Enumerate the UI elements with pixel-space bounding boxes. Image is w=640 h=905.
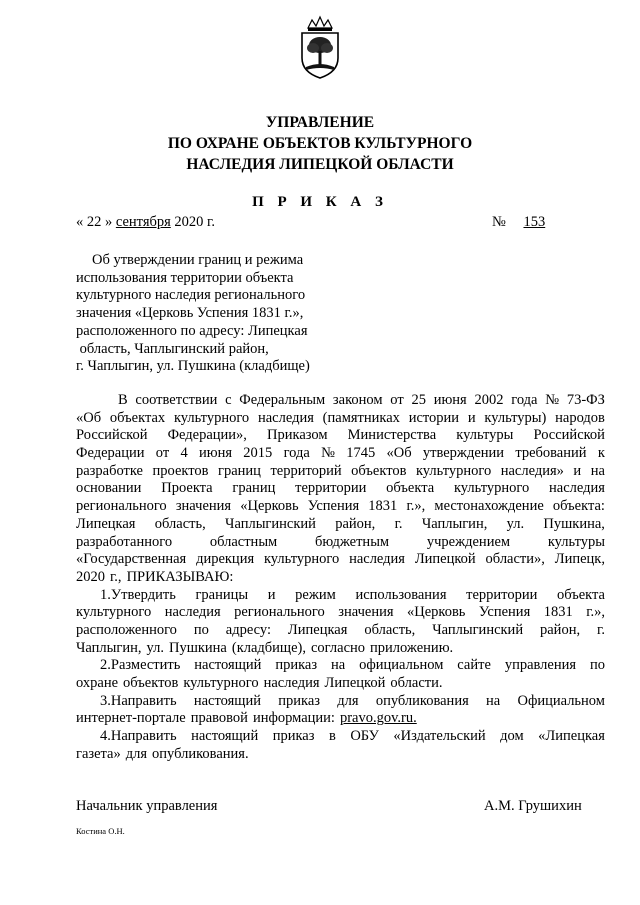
body-word: объектов — [351, 462, 407, 479]
body-line — [76, 427, 605, 445]
body-line — [76, 622, 605, 640]
body-word: 1831 — [543, 604, 573, 621]
body-word: официальном — [359, 657, 444, 674]
body-word: 25 — [411, 392, 426, 408]
body-line — [76, 410, 605, 428]
body-word: Липецкой — [414, 551, 476, 568]
body-word: дирекция — [196, 551, 255, 568]
body-word: наследия — [263, 675, 320, 691]
body-word: Липецк, — [554, 551, 605, 568]
body-word: для — [125, 745, 148, 762]
body-word: объекта — [556, 586, 605, 603]
body-word: областным — [209, 533, 278, 550]
body-word: территории — [295, 480, 367, 497]
body-word: 2015 — [243, 445, 273, 462]
body-word: Федерации», — [167, 427, 247, 444]
body-word: регионального — [234, 604, 325, 621]
body-word: года — [511, 392, 538, 408]
body-word: сайте — [457, 657, 491, 674]
body-word: Чаплыгинский — [225, 515, 316, 532]
body-word: управления — [504, 657, 577, 674]
body-word: 1831 — [368, 498, 398, 515]
document-title: П Р И К А З — [252, 194, 388, 210]
body-word: использования — [355, 586, 447, 603]
subject-line: область, Чаплыгинский район, — [76, 340, 269, 357]
date-month: сентября — [115, 214, 171, 230]
body-word: культурного — [183, 675, 259, 691]
body-word: границ — [232, 480, 276, 497]
body-line — [76, 728, 605, 746]
body-word: наследия — [164, 604, 221, 621]
body-word: ул. — [146, 639, 164, 656]
body-word: «Церковь — [240, 498, 299, 515]
body-line — [76, 480, 605, 498]
body-word: настоящий — [194, 657, 262, 674]
body-word: соответствии — [135, 392, 218, 408]
body-line — [76, 657, 605, 675]
number-value: 153 — [523, 214, 546, 230]
body-line — [76, 640, 605, 658]
subject-line: Об утверждении границ и режима — [92, 252, 304, 268]
body-word: Липецкая — [76, 515, 136, 532]
body-word: культуры) — [484, 409, 547, 426]
body-word: Чаплыгинский — [432, 621, 524, 638]
body-word: для — [337, 692, 359, 709]
body-word: расположенного — [76, 621, 177, 638]
body-word: г.», — [406, 498, 426, 515]
body-word: культурного — [263, 551, 340, 568]
body-line — [76, 445, 605, 463]
body-word: приказ — [272, 728, 315, 745]
order-date — [76, 214, 215, 231]
body-word: Пушкина — [168, 639, 227, 656]
body-word: Успения — [307, 498, 360, 515]
body-word: правовой — [190, 710, 248, 727]
body-word: и — [573, 462, 582, 479]
date-year: 2020 г. — [170, 214, 215, 230]
body-word: года — [283, 445, 310, 462]
body-word: опубликования — [375, 692, 469, 709]
body-word: наследия — [549, 480, 605, 497]
body-word: культуры — [547, 533, 605, 550]
body-word: режим — [295, 586, 336, 603]
body-word: район, — [540, 621, 581, 638]
body-line — [76, 569, 605, 587]
body-line — [76, 604, 605, 622]
body-word: Федеральным — [239, 392, 326, 408]
body-word: интернет-портале — [76, 710, 186, 727]
body-word: 2020 — [76, 568, 105, 585]
body-word: Липецкая — [287, 621, 348, 638]
body-word: с — [225, 392, 232, 408]
body-line — [76, 587, 605, 605]
body-word: 4 — [180, 445, 188, 462]
body-word: приказ — [278, 692, 320, 709]
body-line — [76, 710, 605, 728]
body-word: Российской — [533, 427, 605, 444]
body-word: на — [331, 657, 346, 674]
body-word: регионального — [76, 498, 167, 515]
signatory-position: Начальник управления — [76, 798, 218, 814]
body-word: «Издательский — [393, 728, 486, 745]
body-line — [76, 534, 605, 552]
date-day: « 22 » — [76, 214, 113, 230]
body-word: разработанного — [76, 533, 173, 550]
body-word: требований — [515, 445, 587, 462]
body-line — [76, 463, 605, 481]
body-word: область, — [154, 515, 206, 532]
body-word: культурного — [76, 604, 152, 621]
number-label: № — [492, 214, 506, 230]
body-word: утверждении — [422, 445, 505, 462]
portal-link[interactable]: pravo.gov.ru. — [339, 710, 417, 727]
body-word: газета» — [76, 745, 121, 762]
body-word: «Об — [76, 409, 102, 426]
subject-line: значения «Церковь Успения 1831 г.», — [76, 305, 304, 322]
body-word: Приказом — [267, 427, 328, 444]
issuer-header — [0, 112, 640, 175]
body-word: объектах — [109, 409, 166, 426]
body-word: согласно — [311, 639, 366, 656]
body-word: от — [390, 392, 404, 408]
body-word: июня — [198, 445, 233, 462]
body-word: от — [155, 445, 170, 462]
body-word: учреждением — [426, 533, 511, 550]
body-word: (памятниках — [322, 409, 400, 426]
body-word: «Об — [386, 445, 412, 462]
body-word: область, — [364, 621, 416, 638]
order-subject — [76, 252, 336, 376]
body-word: Федерации — [76, 445, 145, 462]
body-word: Проекта — [161, 480, 213, 497]
body-word: объектов — [123, 675, 179, 691]
body-word: бюджетным — [314, 533, 390, 550]
body-line — [76, 551, 605, 569]
header-line-3: НАСЛЕДИЯ ЛИПЕЦКОЙ ОБЛАСТИ — [186, 156, 454, 173]
body-line — [76, 392, 605, 410]
body-word: к — [597, 445, 605, 462]
body-word: настоящий — [191, 728, 259, 745]
body-word: «Церковь — [406, 604, 466, 621]
body-word: 3.Направить — [100, 692, 177, 709]
body-word: № — [545, 392, 560, 408]
order-number — [492, 214, 545, 231]
body-word: настоящий — [193, 692, 261, 709]
body-word: район, — [335, 515, 376, 532]
header-line-1: УПРАВЛЕНИЕ — [265, 114, 375, 131]
body-word: истории — [408, 409, 460, 426]
body-word: г. — [394, 515, 403, 532]
body-word: Успения — [478, 604, 531, 621]
body-word: местонахождение — [434, 498, 544, 515]
body-line — [76, 516, 605, 534]
body-word: 1745 — [346, 445, 376, 462]
subject-line: расположенного по адресу: Липецкая — [76, 322, 308, 339]
body-word: 73-ФЗ — [566, 392, 605, 408]
body-word: дом — [500, 728, 524, 745]
body-word: и — [467, 409, 476, 426]
body-word: наследия» — [500, 462, 564, 479]
body-line — [76, 746, 605, 764]
body-word: проектов — [152, 462, 209, 479]
body-word: 1.Утвердить — [100, 586, 176, 603]
body-word: Чаплыгин, — [421, 515, 488, 532]
body-line — [76, 675, 605, 693]
body-word: Официальном — [517, 692, 605, 709]
body-word: границы — [195, 586, 249, 603]
body-word: наследия — [349, 551, 405, 568]
body-word: разработке — [76, 462, 143, 479]
body-word: опубликования. — [152, 745, 249, 762]
body-word: 4.Направить — [100, 728, 177, 745]
body-word: территорий — [270, 462, 342, 479]
body-word: объекта — [386, 480, 435, 497]
body-line — [76, 693, 605, 711]
body-word: (кладбище), — [231, 639, 306, 656]
body-word: 2.Разместить — [100, 657, 181, 674]
body-word: ОБУ — [350, 728, 379, 745]
body-word: культуры — [456, 427, 514, 444]
body-word: культурного — [173, 409, 250, 426]
body-word: г. — [597, 621, 605, 638]
body-word: В — [118, 392, 128, 408]
body-word: границ — [218, 462, 261, 479]
body-word: законом — [332, 392, 383, 408]
body-word: Чаплыгин, — [76, 639, 142, 656]
body-word: в — [328, 728, 336, 745]
body-word: территории — [466, 586, 538, 603]
body-word: № — [321, 445, 335, 462]
body-word: значения — [175, 498, 232, 515]
body-word: г.», — [586, 604, 605, 621]
subject-line: г. Чаплыгин, ул. Пушкина (кладбище) — [76, 358, 310, 375]
body-word: области. — [390, 675, 443, 691]
body-word: области», — [485, 551, 545, 568]
body-word: адресу: — [225, 621, 271, 638]
body-word: «Государственная — [76, 551, 187, 568]
coat-of-arms-icon — [294, 14, 346, 80]
body-word: информации: — [252, 710, 335, 727]
body-word: значения — [338, 604, 394, 621]
header-line-2: ПО ОХРАНЕ ОБЪЕКТОВ КУЛЬТУРНОГО — [167, 135, 473, 152]
body-word: наследия — [257, 409, 314, 426]
body-word: культурного — [415, 462, 492, 479]
body-word: и — [267, 586, 276, 603]
body-word: основании — [76, 480, 142, 497]
subject-line: культурного наследия регионального — [76, 287, 306, 304]
body-word: Пушкина, — [543, 515, 605, 532]
body-word: июня — [433, 392, 467, 408]
body-word: приложению. — [370, 639, 454, 656]
body-word: по — [589, 657, 605, 674]
body-word: 2002 — [474, 392, 504, 408]
body-word: ул. — [506, 515, 525, 532]
body-line — [76, 498, 605, 516]
body-word: культурного — [453, 480, 530, 497]
body-word: г., — [110, 568, 122, 585]
body-word: на — [486, 692, 501, 709]
body-word: Российской — [76, 427, 148, 444]
body-word: ПРИКАЗЫВАЮ: — [126, 568, 234, 585]
body-word: Министерства — [347, 427, 437, 444]
subject-line: использования территории объекта — [76, 269, 294, 286]
order-body — [76, 392, 605, 763]
body-word: Липецкой — [324, 675, 386, 691]
body-word: объекта: — [552, 498, 605, 515]
body-word: на — [590, 462, 605, 479]
signatory-name: А.М. Грушихин — [484, 798, 582, 814]
body-word: охране — [76, 675, 119, 691]
body-word: народов — [555, 409, 605, 426]
executor-name: Костина О.Н. — [76, 826, 125, 836]
body-word: приказ — [275, 657, 318, 674]
body-word: по — [193, 621, 209, 638]
body-word: «Липецкая — [538, 728, 605, 745]
